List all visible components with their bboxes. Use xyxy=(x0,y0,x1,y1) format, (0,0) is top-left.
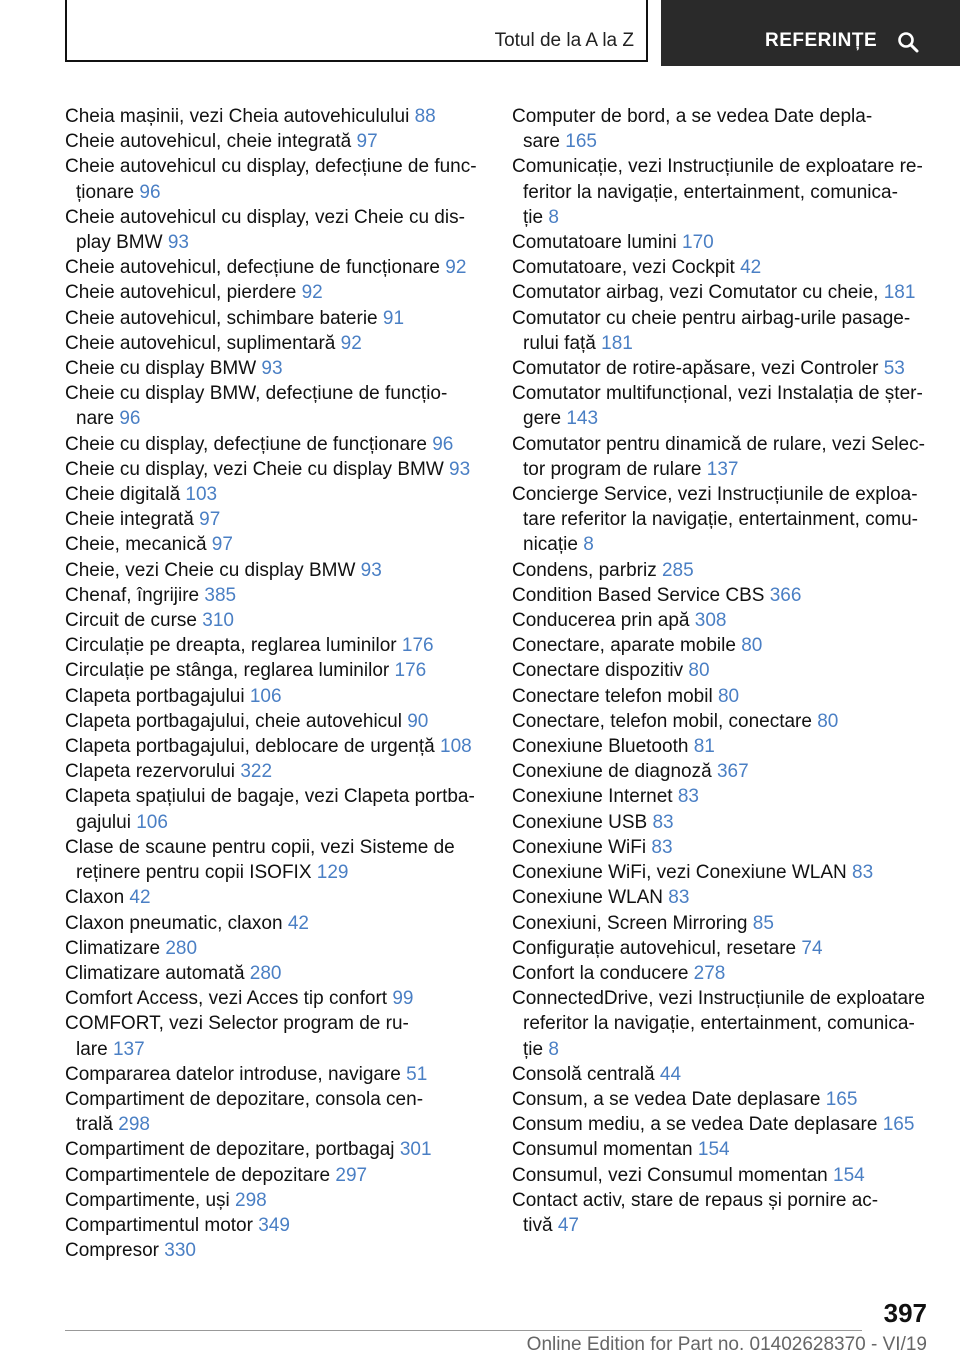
index-entry-text: Clapeta portbagajului, deblocare de urgență xyxy=(65,736,440,758)
index-entry-text: Conexiune WLAN xyxy=(512,887,669,909)
index-entry xyxy=(65,482,485,507)
index-entry-text: Conexiune Bluetooth xyxy=(512,736,694,758)
index-entry-text: sare xyxy=(523,131,566,153)
page-link[interactable]: 92 xyxy=(301,282,323,304)
index-entry xyxy=(65,406,485,431)
index-entry xyxy=(512,1112,932,1137)
index-entry xyxy=(512,1011,932,1036)
index-entry-text: Compartimente, uși xyxy=(65,1189,236,1211)
index-entry-text: Cheie autovehicul, suplimentară xyxy=(65,332,341,354)
page-link[interactable]: 108 xyxy=(440,736,472,758)
index-entry xyxy=(65,1213,485,1238)
index-entry-text: Comutator de rotire-apăsare, vezi Controler xyxy=(512,358,884,380)
index-entry xyxy=(512,331,932,356)
index-entry-text: Consumul, vezi Consumul momentan xyxy=(512,1164,834,1186)
index-entry xyxy=(65,1087,485,1112)
index-entry-text: Climatizare xyxy=(65,937,166,959)
page-link[interactable]: 170 xyxy=(682,232,714,254)
page-number: 397 xyxy=(883,1298,927,1328)
index-entry-text: Cheie autovehicul, pierdere xyxy=(65,282,302,304)
index-entry xyxy=(512,1037,932,1062)
index-entry xyxy=(512,406,932,431)
page-link[interactable]: 96 xyxy=(139,181,161,203)
index-entry-text: Consum, a se vedea Date deplasare xyxy=(512,1088,826,1110)
page-link[interactable]: 298 xyxy=(235,1189,267,1211)
index-entry-text: Clapeta portbagajului, cheie autovehicul xyxy=(65,710,408,732)
page-link[interactable]: 322 xyxy=(240,761,273,783)
index-entry xyxy=(65,1137,485,1162)
index-entry-text: Comunicație, vezi Instrucțiunile de exploatare re- xyxy=(512,156,923,178)
index-entry-text: Cheie autovehicul cu display, defecțiune de func- xyxy=(65,156,477,178)
index-entry xyxy=(512,1163,932,1188)
index-entry xyxy=(65,1112,485,1137)
index-entry xyxy=(65,784,485,809)
index-entry-text: tivă xyxy=(523,1214,558,1236)
index-entry-text: Cheie, mecanică xyxy=(65,534,212,556)
edition-note: Online Edition for Part no. 01402628370 - VI/19 xyxy=(526,1334,927,1355)
index-entry-text: COMFORT, vezi Selector program de ru- xyxy=(65,1013,409,1035)
page-link[interactable]: 103 xyxy=(185,484,218,506)
index-entry xyxy=(512,558,932,583)
index-entry xyxy=(65,961,485,986)
page-link[interactable]: 97 xyxy=(356,131,378,153)
index-entry xyxy=(512,885,932,910)
index-column-left xyxy=(65,104,485,1263)
index-entry-text: tare referitor la navigație, entertainment, comu- xyxy=(523,509,918,531)
index-entry xyxy=(65,986,485,1011)
page-link[interactable]: 298 xyxy=(118,1114,150,1136)
index-entry xyxy=(512,457,932,482)
index-entry-text: Cheie cu display BMW, defecțiune de funcțio- xyxy=(65,383,448,405)
index-entry-text: Cheie autovehicul cu display, vezi Cheie cu dis- xyxy=(65,206,465,228)
index-entry-text: Compartiment de depozitare, portbagaj xyxy=(65,1139,400,1161)
index-entry xyxy=(512,180,932,205)
index-entry-text: nicație xyxy=(523,534,584,556)
page-link[interactable]: 81 xyxy=(693,736,715,758)
index-entry-text: Comutator airbag, vezi Comutator cu cheie, xyxy=(512,282,884,304)
index-entry xyxy=(65,180,485,205)
index-entry-text: gajului xyxy=(76,811,137,833)
index-entry-text: Compresor xyxy=(65,1240,165,1262)
index-entry-text: ție xyxy=(523,206,549,228)
index-entry xyxy=(65,1011,485,1036)
index-entry xyxy=(65,129,485,154)
index-entry xyxy=(512,1062,932,1087)
index-entry-text: Cheia mașinii, vezi Cheia autovehiculului xyxy=(65,106,415,127)
index-entry-text: Conducerea prin apă xyxy=(512,610,695,632)
page-link[interactable]: 8 xyxy=(583,534,594,556)
index-entry-text: gere xyxy=(523,408,567,430)
page-link[interactable]: 366 xyxy=(769,584,802,606)
index-entry xyxy=(65,835,485,860)
page-link[interactable]: 80 xyxy=(817,710,839,732)
index-entry-text: Concierge Service, vezi Instrucțiunile de exploa- xyxy=(512,484,918,506)
index-entry xyxy=(512,734,932,759)
page-link[interactable]: 80 xyxy=(717,685,740,707)
index-entry-text: Conexiune WiFi, vezi Conexiune WLAN xyxy=(512,862,853,884)
index-entry xyxy=(65,154,485,179)
index-entry xyxy=(65,331,485,356)
index-entry xyxy=(65,230,485,255)
index-entry xyxy=(65,709,485,734)
index-entry xyxy=(512,230,932,255)
index-entry-text: Conexiune WiFi xyxy=(512,836,652,858)
page-link[interactable]: 308 xyxy=(694,610,727,632)
index-entry xyxy=(65,356,485,381)
index-entry-text: Compararea datelor introduse, navigare xyxy=(65,1063,407,1085)
index-entry xyxy=(512,684,932,709)
footer-divider xyxy=(65,1330,862,1331)
index-entry xyxy=(512,986,932,1011)
page-link[interactable]: 99 xyxy=(392,988,414,1010)
page-link[interactable]: 97 xyxy=(211,534,233,556)
index-entry xyxy=(65,381,485,406)
index-entry-text: Condition Based Service CBS xyxy=(512,584,770,606)
page-link[interactable]: 154 xyxy=(833,1164,865,1186)
index-entry xyxy=(65,507,485,532)
index-entry xyxy=(65,885,485,910)
index-entry-text: Claxon xyxy=(65,887,130,909)
page-link[interactable]: 143 xyxy=(566,408,599,430)
page-link[interactable]: 280 xyxy=(165,937,198,959)
index-entry-text: Circulație pe dreapta, reglarea luminilor xyxy=(65,635,402,657)
index-entry-text: ționare xyxy=(76,181,140,203)
index-entry-text: ție xyxy=(523,1038,549,1060)
index-entry xyxy=(512,759,932,784)
index-entry xyxy=(65,280,485,305)
page-link[interactable]: 137 xyxy=(112,1038,145,1060)
index-entry xyxy=(512,1213,932,1238)
index-entry xyxy=(65,658,485,683)
index-entry-text: Comutator multifuncțional, vezi Instalația de șter- xyxy=(512,383,923,405)
page-link[interactable]: 349 xyxy=(258,1214,290,1236)
index-entry-text: Circuit de curse xyxy=(65,610,203,632)
index-entry xyxy=(65,810,485,835)
page-link[interactable]: 367 xyxy=(716,761,749,783)
index-entry-text: Cheie autovehicul, defecțiune de funcționare xyxy=(65,257,446,279)
page-link[interactable]: 165 xyxy=(825,1088,858,1110)
index-entry xyxy=(65,532,485,557)
page-link[interactable]: 83 xyxy=(651,836,673,858)
index-entry-text: Comfort Access, vezi Acces tip confort xyxy=(65,988,393,1010)
index-entry xyxy=(512,810,932,835)
index-entry xyxy=(512,507,932,532)
index-entry xyxy=(65,759,485,784)
index-entry-text: Cheie autovehicul, cheie integrată xyxy=(65,131,357,153)
page-link[interactable]: 85 xyxy=(752,912,774,934)
section-tab xyxy=(65,0,648,62)
index-entry-text: Cheie digitală xyxy=(65,484,186,506)
index-entry-text: Clapeta rezervorului xyxy=(65,761,241,783)
index-entry xyxy=(512,381,932,406)
index-entry xyxy=(65,1238,485,1263)
index-entry-text: Clase de scaune pentru copii, vezi Sisteme de xyxy=(65,836,455,858)
index-entry-text: Consum mediu, a se vedea Date deplasare xyxy=(512,1114,883,1136)
page-link[interactable]: 278 xyxy=(693,962,726,984)
index-entry-text: tor program de rulare xyxy=(523,458,707,480)
page-link[interactable]: 91 xyxy=(382,307,405,329)
index-entry xyxy=(65,608,485,633)
index-entry-text: Compartimentele de depozitare xyxy=(65,1164,336,1186)
index-entry-text: Cheie cu display, defecțiune de funcționare xyxy=(65,433,433,455)
page-link[interactable]: 42 xyxy=(740,257,762,279)
index-entry xyxy=(512,911,932,936)
page-link[interactable]: 74 xyxy=(801,937,823,959)
page-link[interactable]: 93 xyxy=(449,458,471,480)
index-entry xyxy=(65,936,485,961)
index-entry xyxy=(512,860,932,885)
index-entry-text: referitor la navigație, entertainment, comunica- xyxy=(523,1013,915,1035)
index-entry-text: Comutatoare, vezi Cockpit xyxy=(512,257,741,279)
index-entry-text: Cheie cu display, vezi Cheie cu display BMW xyxy=(65,458,450,480)
page-link[interactable]: 137 xyxy=(706,458,739,480)
index-entry-text: Comutator cu cheie pentru airbag-urile pasage- xyxy=(512,307,911,329)
page-link[interactable]: 83 xyxy=(652,811,674,833)
page-link[interactable]: 93 xyxy=(167,232,189,254)
index-entry xyxy=(65,633,485,658)
index-entry xyxy=(512,784,932,809)
index-entry xyxy=(512,432,932,457)
page-link[interactable]: 90 xyxy=(407,710,429,732)
index-entry xyxy=(65,457,485,482)
page-link[interactable]: 92 xyxy=(340,332,362,354)
index-entry-text: ConnectedDrive, vezi Instrucțiunile de exploatare xyxy=(512,988,925,1010)
index-column-right xyxy=(512,104,932,1238)
page-link[interactable]: 8 xyxy=(548,1038,559,1060)
index-entry-text: Computer de bord, a se vedea Date depla- xyxy=(512,106,873,127)
page-link[interactable]: 181 xyxy=(883,282,916,304)
index-entry-text: Comutatoare lumini xyxy=(512,232,683,254)
page-link[interactable]: 88 xyxy=(414,106,436,127)
index-entry-text: Configurație autovehicul, resetare xyxy=(512,937,802,959)
page-link[interactable]: 176 xyxy=(401,635,434,657)
index-entry xyxy=(65,432,485,457)
index-entry-text: Cheie autovehicul, schimbare baterie xyxy=(65,307,383,329)
index-entry xyxy=(512,936,932,961)
page-link[interactable]: 80 xyxy=(741,635,763,657)
page-link[interactable]: 42 xyxy=(287,912,309,934)
index-entry xyxy=(512,658,932,683)
page-link[interactable]: 93 xyxy=(261,358,283,380)
index-entry-text: Conectare, telefon mobil, conectare xyxy=(512,710,818,732)
index-entry-text: Conexiune Internet xyxy=(512,786,678,808)
page-link[interactable]: 92 xyxy=(445,257,467,279)
index-entry-text: Comutator pentru dinamică de rulare, vezi Selec- xyxy=(512,433,925,455)
index-entry xyxy=(512,532,932,557)
index-entry xyxy=(512,633,932,658)
page-link[interactable]: 83 xyxy=(852,862,874,884)
page-link[interactable]: 93 xyxy=(360,559,382,581)
index-entry xyxy=(512,709,932,734)
page-link[interactable]: 44 xyxy=(659,1063,682,1085)
index-entry-text: Conexiune de diagnoză xyxy=(512,761,717,783)
index-entry-text: Cheie, vezi Cheie cu display BMW xyxy=(65,559,361,581)
index-entry-text: Chenaf, îngrijire xyxy=(65,584,205,606)
index-entry xyxy=(65,1163,485,1188)
index-entry-text: Cheie integrată xyxy=(65,509,200,531)
index-entry-text: Clapeta spațiului de bagaje, vezi Clapeta portba- xyxy=(65,786,475,808)
index-entry-text: Confort la conducere xyxy=(512,962,694,984)
index-entry xyxy=(512,104,932,129)
index-entry xyxy=(512,583,932,608)
index-entry-text: reținere pentru copii ISOFIX xyxy=(76,862,317,884)
page-link[interactable]: 285 xyxy=(661,559,694,581)
page-link[interactable]: 96 xyxy=(119,408,141,430)
index-entry xyxy=(512,255,932,280)
index-entry xyxy=(65,104,485,129)
index-entry xyxy=(512,608,932,633)
index-entry-text: trală xyxy=(76,1114,119,1136)
page-link[interactable]: 51 xyxy=(406,1063,428,1085)
index-entry xyxy=(65,583,485,608)
index-entry xyxy=(65,734,485,759)
index-entry xyxy=(65,306,485,331)
page-link[interactable]: 42 xyxy=(129,887,151,909)
page-link[interactable]: 47 xyxy=(557,1214,579,1236)
page-link[interactable]: 53 xyxy=(883,358,905,380)
page-link[interactable]: 330 xyxy=(164,1240,196,1262)
index-entry-text: Compartimentul motor xyxy=(65,1214,259,1236)
index-entry xyxy=(512,356,932,381)
chapter-title: REFERINȚE xyxy=(765,30,878,51)
search-icon[interactable] xyxy=(896,30,920,54)
chapter-tab[interactable] xyxy=(661,0,960,66)
index-entry-text: lare xyxy=(76,1038,113,1060)
index-entry xyxy=(65,1037,485,1062)
index-entry-text: feritor la navigație, entertainment, comunica- xyxy=(523,181,898,203)
page-link[interactable]: 83 xyxy=(677,786,699,808)
index-entry xyxy=(512,1137,932,1162)
page-link[interactable]: 181 xyxy=(601,332,633,354)
index-entry-text: Condens, parbriz xyxy=(512,559,662,581)
index-entry xyxy=(65,205,485,230)
page-link[interactable]: 83 xyxy=(668,887,690,909)
index-entry xyxy=(512,961,932,986)
page-link[interactable]: 96 xyxy=(432,433,454,455)
page-link[interactable]: 280 xyxy=(249,962,282,984)
page-link[interactable]: 80 xyxy=(688,660,710,682)
index-entry-text: Conexiuni, Screen Mirroring xyxy=(512,912,753,934)
index-entry xyxy=(65,684,485,709)
page-link[interactable]: 297 xyxy=(335,1164,368,1186)
index-entry xyxy=(65,860,485,885)
index-entry-text: Conectare dispozitiv xyxy=(512,660,689,682)
page-link[interactable]: 106 xyxy=(249,685,282,707)
page-link[interactable]: 165 xyxy=(882,1114,915,1136)
index-entry xyxy=(65,911,485,936)
index-entry-text: Conexiune USB xyxy=(512,811,653,833)
page-link[interactable]: 154 xyxy=(697,1139,730,1161)
page-link[interactable]: 310 xyxy=(202,610,234,632)
index-entry xyxy=(65,1062,485,1087)
index-entry xyxy=(512,205,932,230)
index-entry-text: Conectare telefon mobil xyxy=(512,685,718,707)
index-entry-text: Consolă centrală xyxy=(512,1063,660,1085)
index-entry xyxy=(512,129,932,154)
index-entry-text: play BMW xyxy=(76,232,168,254)
index-entry-text: Circulație pe stânga, reglarea luminilor xyxy=(65,660,395,682)
index-entry-text: Contact activ, stare de repaus și pornire ac- xyxy=(512,1189,879,1211)
index-entry-text: Compartiment de depozitare, consola cen- xyxy=(65,1088,424,1110)
index-entry xyxy=(512,1188,932,1213)
index-entry-text: Climatizare automată xyxy=(65,962,250,984)
page-link[interactable]: 176 xyxy=(394,660,427,682)
index-entry xyxy=(65,255,485,280)
section-title: Totul de la A la Z xyxy=(494,30,634,51)
index-entry-text: Clapeta portbagajului xyxy=(65,685,250,707)
page-link[interactable]: 129 xyxy=(316,862,349,884)
index-entry xyxy=(512,306,932,331)
index-entry-text: Conectare, aparate mobile xyxy=(512,635,742,657)
page-link[interactable]: 97 xyxy=(199,509,221,531)
index-entry xyxy=(512,835,932,860)
page-link[interactable]: 106 xyxy=(136,811,168,833)
page-link[interactable]: 301 xyxy=(399,1139,432,1161)
index-entry-text: nare xyxy=(76,408,120,430)
index-entry-text: rului față xyxy=(523,332,602,354)
index-entry xyxy=(512,280,932,305)
index-entry xyxy=(65,1188,485,1213)
page-link[interactable]: 385 xyxy=(204,584,237,606)
page-link[interactable]: 165 xyxy=(565,131,597,153)
index-entry xyxy=(512,482,932,507)
page-link[interactable]: 8 xyxy=(548,206,559,228)
index-entry xyxy=(512,1087,932,1112)
index-entry-text: Claxon pneumatic, claxon xyxy=(65,912,288,934)
index-entry xyxy=(512,154,932,179)
index-entry xyxy=(65,558,485,583)
index-entry-text: Consumul momentan xyxy=(512,1139,698,1161)
index-entry-text: Cheie cu display BMW xyxy=(65,358,262,380)
